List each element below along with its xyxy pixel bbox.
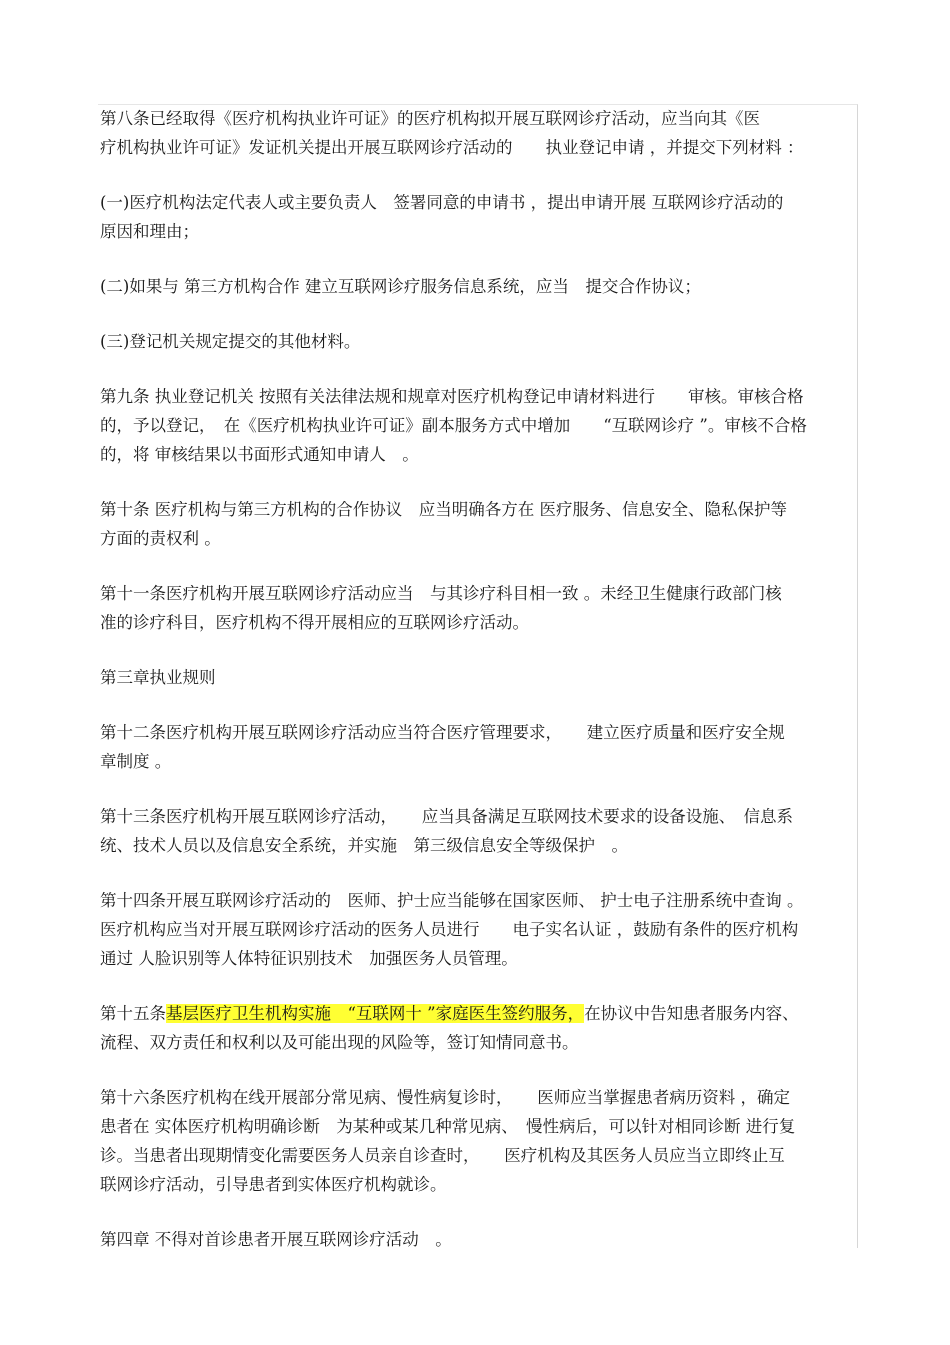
chapter-4-heading <box>100 1225 860 1254</box>
article-14-line-1: 第十四条开展互联网诊疗活动的 医师、护士应当能够在国家医师、 护士电子注册系统中查询 。 <box>100 891 804 910</box>
article-8-item-1-line-2: 原因和理由； <box>100 222 199 241</box>
article-9 <box>100 382 860 469</box>
article-16-line-4: 联网诊疗活动，引导患者到实体医疗机构就诊。 <box>100 1175 447 1194</box>
article-15-line-2: 流程、双方责任和权利以及可能出现的风险等，签订知情同意书。 <box>100 1033 579 1052</box>
article-9-line-1: 第九条 执业登记机关 按照有关法律法规和规章对医疗机构登记申请材料进行 审核。审核合格 <box>100 387 804 406</box>
article-8-item-3-line-1: (三)登记机关规定提交的其他材料。 <box>100 332 361 351</box>
article-10 <box>100 495 860 553</box>
article-11 <box>100 579 860 637</box>
article-15-highlighted-text: 基层医疗卫生机构实施 “互联网十 ”家庭医生签约服务， <box>166 1004 585 1023</box>
article-15-prefix: 第十五条 <box>100 1004 166 1023</box>
article-10-line-2: 方面的责权利 。 <box>100 529 221 548</box>
article-14-line-2: 医疗机构应当对开展互联网诊疗活动的医务人员进行 电子实名认证 ，鼓励有条件的医疗机构 <box>100 920 799 939</box>
article-8-item-3 <box>100 327 860 356</box>
article-9-line-2: 的，予以登记， 在《医疗机构执业许可证》副本服务方式中增加 “互联网诊疗 ”。审核不合格 <box>100 416 807 435</box>
article-9-line-3: 的，将 审核结果以书面形式通知申请人 。 <box>100 445 419 464</box>
article-8 <box>100 104 860 162</box>
article-14 <box>100 886 860 973</box>
article-8-item-1-line-1: (一)医疗机构法定代表人或主要负责人 签署同意的申请书 ，提出申请开展 互联网诊疗活动的 <box>100 193 784 212</box>
article-8-line-2: 疗机构执业许可证》发证机关提出开展互联网诊疗活动的 执业登记申请 ，并提交下列材料 ： <box>100 138 804 157</box>
article-8-line-1: 第八条已经取得《医疗机构执业许可证》的医疗机构拟开展互联网诊疗活动，应当向其《医 <box>100 109 760 128</box>
article-16-line-1: 第十六条医疗机构在线开展部分常见病、慢性病复诊时， 医师应当掌握患者病历资料 ，确定 <box>100 1088 790 1107</box>
article-16-line-3: 诊。当患者出现期情变化需要医务人员亲自诊查时， 医疗机构及其医务人员应当立即终止互 <box>100 1146 785 1165</box>
chapter-4-title: 第四章 不得对首诊患者开展互联网诊疗活动 。 <box>100 1230 452 1249</box>
article-12-line-1: 第十二条医疗机构开展互联网诊疗活动应当符合医疗管理要求， 建立医疗质量和医疗安全规 <box>100 723 785 742</box>
article-11-line-2: 准的诊疗科目，医疗机构不得开展相应的互联网诊疗活动。 <box>100 613 529 632</box>
article-15 <box>100 999 860 1057</box>
article-16 <box>100 1083 860 1199</box>
article-15-rest: 在协议中告知患者服务内容、 <box>584 1004 799 1023</box>
article-8-item-2 <box>100 272 860 301</box>
article-11-line-1: 第十一条医疗机构开展互联网诊疗活动应当 与其诊疗科目相一致 。未经卫生健康行政部门核 <box>100 584 782 603</box>
chapter-3-title: 第三章执业规则 <box>100 668 216 687</box>
article-12-line-2: 章制度 。 <box>100 752 172 771</box>
article-10-line-1: 第十条 医疗机构与第三方机构的合作协议 应当明确各方在 医疗服务、信息安全、隐私保护等 <box>100 500 787 519</box>
article-14-line-3: 通过 人脸识别等人体特征识别技术 加强医务人员管理。 <box>100 949 518 968</box>
document-body <box>100 104 860 1280</box>
article-13-line-2: 统、技术人员以及信息安全系统，并实施 第三级信息安全等级保护 。 <box>100 836 628 855</box>
article-16-line-2: 患者在 实体医疗机构明确诊断 为某种或某几种常见病、 慢性病后，可以针对相同诊断 进行复 <box>100 1117 796 1136</box>
article-8-item-2-line-1: (二)如果与 第三方机构合作 建立互联网诊疗服务信息系统，应当 提交合作协议； <box>100 277 701 296</box>
chapter-3-heading <box>100 663 860 692</box>
article-8-item-1 <box>100 188 860 246</box>
article-13-line-1: 第十三条医疗机构开展互联网诊疗活动， 应当具备满足互联网技术要求的设备设施、 信息系 <box>100 807 793 826</box>
article-13 <box>100 802 860 860</box>
article-12 <box>100 718 860 776</box>
